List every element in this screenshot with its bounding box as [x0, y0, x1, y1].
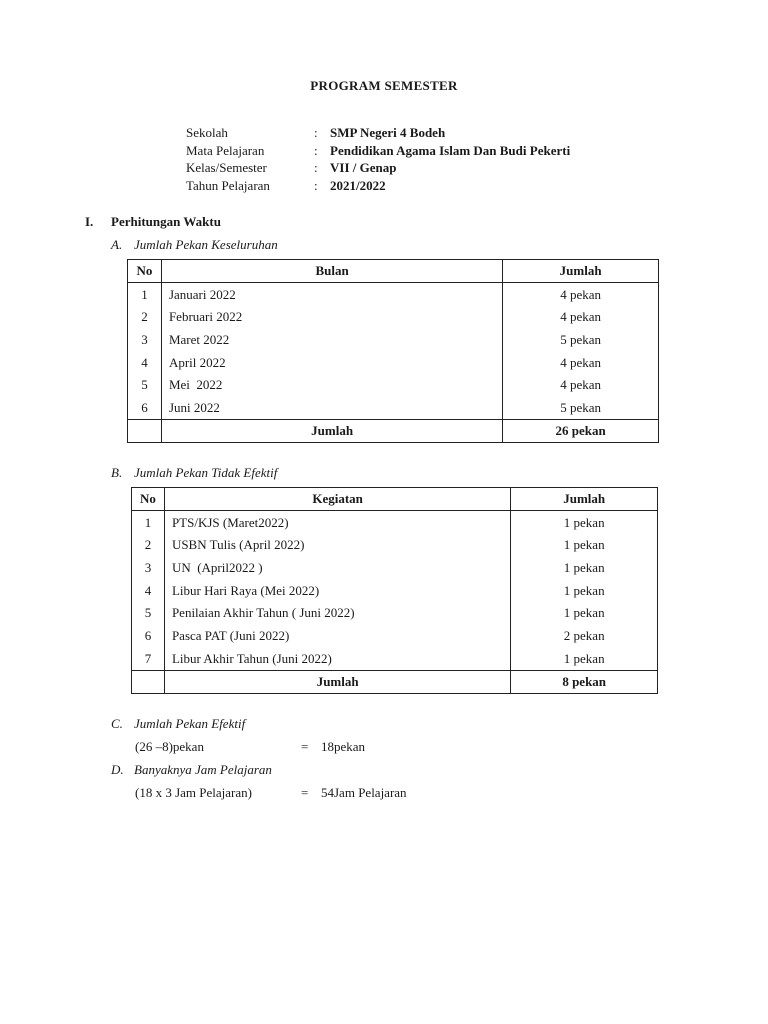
column-header-jumlah: Jumlah [511, 488, 658, 511]
info-row-mata-pelajaran [186, 142, 570, 160]
cell-description: UN (April2022 ) [164, 557, 510, 580]
cell-no: 4 [128, 351, 162, 374]
info-value: 2021/2022 [330, 177, 386, 193]
subsection-title: Jumlah Pekan Efektif [134, 716, 246, 731]
total-value: 8 pekan [511, 671, 658, 694]
cell-jumlah: 1 pekan [511, 534, 658, 557]
cell-description: Juni 2022 [161, 397, 502, 420]
document-title: PROGRAM SEMESTER [310, 78, 458, 93]
cell-jumlah: 4 pekan [503, 306, 659, 329]
total-label: Jumlah [164, 671, 510, 694]
cell-no: 5 [132, 602, 165, 625]
table-row [132, 579, 658, 602]
cell-description: Penilaian Akhir Tahun ( Juni 2022) [164, 602, 510, 625]
cell-description: Januari 2022 [161, 283, 502, 307]
cell-jumlah: 5 pekan [503, 397, 659, 420]
cell-jumlah: 2 pekan [511, 625, 658, 648]
cell-jumlah: 1 pekan [511, 647, 658, 670]
cell-description: USBN Tulis (April 2022) [164, 534, 510, 557]
subsection-letter: A. [111, 237, 123, 252]
table-total-row [132, 671, 658, 694]
section-title: Perhitungan Waktu [111, 214, 221, 229]
cell-no: 2 [132, 534, 165, 557]
total-empty-cell [132, 671, 165, 694]
table-header-row [128, 260, 659, 283]
table-row [128, 374, 659, 397]
cell-description: Mei 2022 [161, 374, 502, 397]
column-header-no: No [132, 488, 165, 511]
calc-result: 54Jam Pelajaran [321, 785, 407, 800]
total-label: Jumlah [161, 420, 502, 443]
table-row [128, 329, 659, 352]
table-jumlah-pekan-keseluruhan [127, 259, 659, 443]
cell-no: 6 [132, 625, 165, 648]
subsection-letter: B. [111, 465, 123, 480]
cell-jumlah: 1 pekan [511, 602, 658, 625]
section-heading [85, 214, 221, 230]
info-value: SMP Negeri 4 Bodeh [330, 125, 446, 140]
cell-no: 1 [132, 511, 165, 535]
subsection-c-heading [111, 716, 245, 732]
column-header-jumlah: Jumlah [503, 260, 659, 283]
cell-description: Februari 2022 [161, 306, 502, 329]
identity-block [186, 124, 570, 194]
cell-no: 1 [128, 283, 162, 307]
info-label: Mata Pelajaran [186, 142, 265, 158]
column-header-kegiatan: Kegiatan [164, 488, 510, 511]
info-colon: : [314, 177, 318, 193]
table-row [132, 557, 658, 580]
subsection-title: Jumlah Pekan Tidak Efektif [134, 465, 278, 480]
cell-description: Libur Hari Raya (Mei 2022) [164, 579, 510, 602]
cell-jumlah: 4 pekan [503, 374, 659, 397]
total-empty-cell [128, 420, 162, 443]
cell-no: 3 [132, 557, 165, 580]
subsection-title: Banyaknya Jam Pelajaran [134, 762, 272, 777]
cell-no: 6 [128, 397, 162, 420]
table-header-row [132, 488, 658, 511]
info-row-kelas-semester [186, 159, 570, 177]
info-row-tahun-pelajaran [186, 177, 570, 195]
cell-jumlah: 1 pekan [511, 511, 658, 535]
total-value: 26 pekan [503, 420, 659, 443]
cell-jumlah: 5 pekan [503, 329, 659, 352]
table-row [128, 306, 659, 329]
cell-jumlah: 4 pekan [503, 351, 659, 374]
info-label: Sekolah [186, 125, 228, 140]
info-label: Kelas/Semester [186, 160, 267, 175]
info-label: Tahun Pelajaran [186, 177, 270, 193]
cell-jumlah: 1 pekan [511, 557, 658, 580]
info-value: VII / Genap [330, 160, 397, 175]
cell-description: April 2022 [161, 351, 502, 374]
subsection-letter: D. [111, 762, 124, 777]
table-row [132, 511, 658, 535]
info-row-sekolah [186, 124, 570, 142]
table-row [132, 647, 658, 670]
cell-no: 3 [128, 329, 162, 352]
column-header-no: No [128, 260, 162, 283]
table-row [128, 283, 659, 307]
info-colon: : [314, 142, 318, 158]
calc-equals: = [301, 739, 309, 754]
calc-result: 18pekan [321, 739, 366, 754]
cell-description: Pasca PAT (Juni 2022) [164, 625, 510, 648]
table-row [128, 351, 659, 374]
cell-jumlah: 4 pekan [503, 283, 659, 307]
calc-jam-pelajaran [135, 785, 407, 801]
calc-expression: (18 x 3 Jam Pelajaran) [135, 785, 252, 800]
table-row [132, 602, 658, 625]
table-jumlah-pekan-tidak-efektif [131, 487, 658, 694]
info-value: Pendidikan Agama Islam Dan Budi Pekerti [330, 142, 571, 158]
subsection-letter: C. [111, 716, 123, 731]
cell-no: 5 [128, 374, 162, 397]
subsection-title: Jumlah Pekan Keseluruhan [134, 237, 278, 252]
table-row [132, 534, 658, 557]
calc-expression: (26 –8)pekan [135, 739, 204, 754]
calc-pekan-efektif [135, 739, 365, 755]
info-colon: : [314, 125, 318, 140]
info-colon: : [314, 160, 318, 175]
section-number: I. [85, 214, 94, 229]
cell-no: 2 [128, 306, 162, 329]
cell-description: Maret 2022 [161, 329, 502, 352]
table-row [128, 397, 659, 420]
subsection-b-heading [111, 465, 277, 481]
cell-no: 7 [132, 647, 165, 670]
cell-description: PTS/KJS (Maret2022) [164, 511, 510, 535]
column-header-bulan: Bulan [161, 260, 502, 283]
subsection-d-heading [111, 762, 272, 778]
table-total-row [128, 420, 659, 443]
subsection-a-heading [111, 237, 278, 253]
cell-description: Libur Akhir Tahun (Juni 2022) [164, 647, 510, 670]
cell-jumlah: 1 pekan [511, 579, 658, 602]
table-row [132, 625, 658, 648]
cell-no: 4 [132, 579, 165, 602]
calc-equals: = [301, 785, 309, 800]
